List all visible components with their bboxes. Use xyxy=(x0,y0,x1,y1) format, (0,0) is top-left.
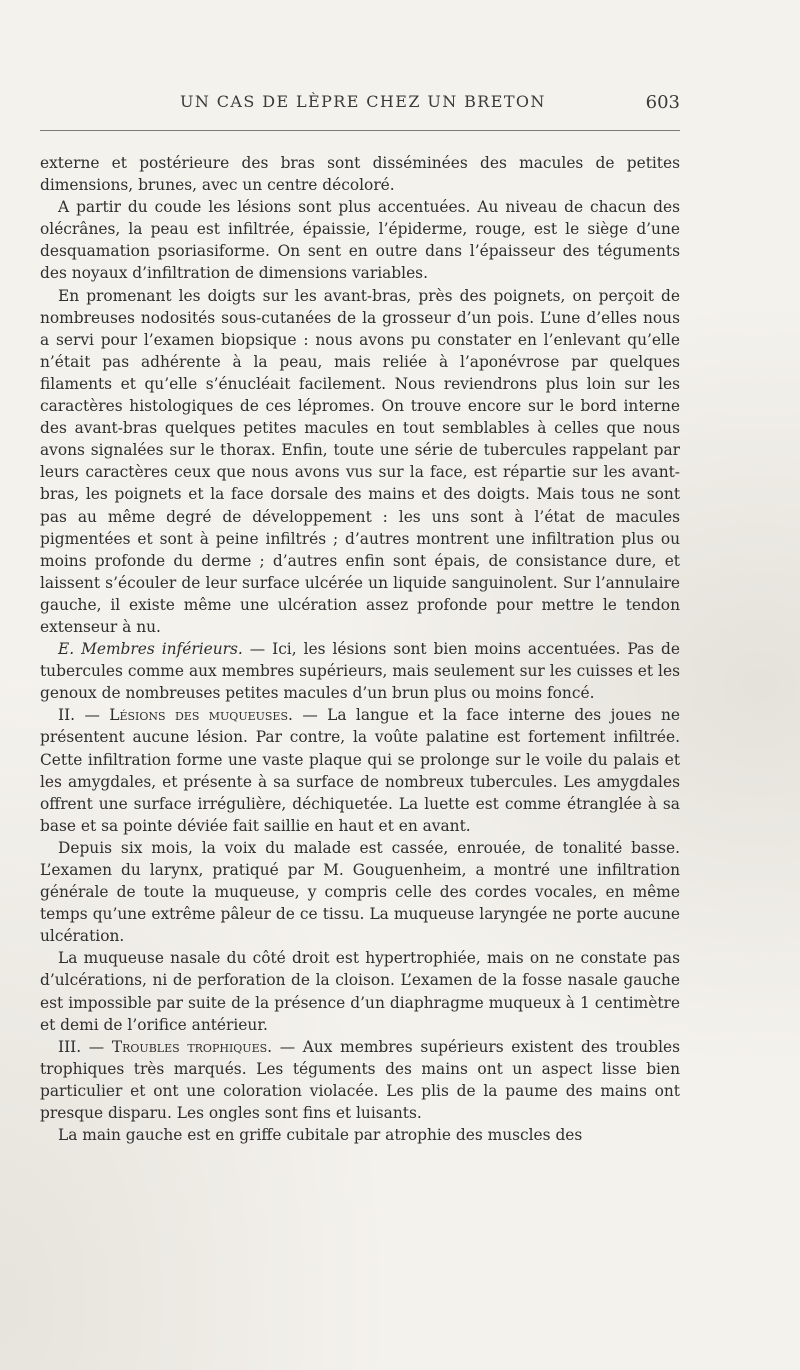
section-label: E. Membres inférieurs. xyxy=(58,640,243,659)
section-heading: Troubles trophiques. xyxy=(111,1037,273,1056)
page-number: 603 xyxy=(645,92,680,113)
section-number: III. — xyxy=(58,1037,112,1056)
paragraph: La muqueuse nasale du côté droit est hypertrophiée, mais on ne constate pas d’ulcérations, ni de perforation de la cloison. L’examen de la fosse nasale gauche est impossible par suite de la présence d’un diaphragme muqueux à 1 centimètre et demi de l’orifice antérieur. xyxy=(40,949,680,1034)
body-text xyxy=(40,152,680,1146)
paragraph: A partir du coude les lésions sont plus accentuées. Au niveau de chacun des olécrânes, la peau est infiltrée, épaissie, l’épiderme, rouge, est le siège d’une desquamation psoriasiforme. On sent en outre dans l’épaisseur des téguments des noyaux d’infiltration de dimensions variables. xyxy=(40,198,680,283)
paragraph xyxy=(40,704,680,837)
paragraph: En promenant les doigts sur les avant-bras, près des poignets, on perçoit de nombreuses nodosités sous-cutanées de la grosseur d’un pois. L’une d’elles nous a servi pour l’examen biopsique : nous avons pu constater en l’enlevant qu’elle n’était pas adhérente à la peau, mais reliée à l’aponévrose par quelques filaments et qu’elle s’énucléait facilement. Nous reviendrons plus loin sur les caractères histologiques de ces lépromes. On trouve encore sur le bord interne des avant-bras quelques petites macules en tout semblables à celles que nous avons signalées sur le thorax. Enfin, toute une série de tubercules rappelant par leurs caractères ceux que nous avons vus sur la face, est répartie sur les avant-bras, les poignets et la face dorsale des mains et des doigts. Mais tous ne sont pas au même degré de développement : les uns sont à l’état de macules pigmentées et sont à peine infiltrés ; d’autres montrent une infiltration plus ou moins profonde du derme ; d’autres enfin sont épais, de consistance dure, et laissent s’écouler de leur surface ulcérée un liquide sanguinolent. Sur l’annulaire gauche, il existe même une ulcération assez profonde pour mettre le tendon extenseur à nu. xyxy=(40,286,680,636)
paragraph-text: — La langue et la face interne des joues ne présentent aucune lésion. Par contre, la voûte palatine est fortement infiltrée. Cette infiltration forme une vaste plaque qui se prolonge sur le voile du palais et les amygdales, et présente à sa surface de nombreux tubercules. Les amygdales offrent une surface irrégulière, déchiquetée. La luette est comme étranglée à sa base et sa pointe déviée fait saillie en haut et en avant. xyxy=(40,706,680,835)
paragraph-text: — Ici, les lésions sont bien moins accentuées. Pas de tubercules comme aux membres supérieurs, mais seulement sur les cuisses et les genoux de nombreuses petites macules d’un brun plus ou moins foncé. xyxy=(40,640,680,703)
paragraph: externe et postérieure des bras sont disséminées des macules de petites dimensions, brunes, avec un centre décoloré. xyxy=(40,154,680,195)
paragraph: Depuis six mois, la voix du malade est cassée, enrouée, de tonalité basse. L’examen du larynx, pratiqué par M. Gouguenheim, a montré une infiltration générale de toute la muqueuse, y compris celle des cordes vocales, en même temps qu’une extrême pâleur de ce tissu. La muqueuse laryngée ne porte aucune ulcération. xyxy=(40,838,680,946)
section-number: II. — xyxy=(58,706,110,725)
paragraph xyxy=(40,638,680,704)
running-title: UN CAS DE LÈPRE CHEZ UN BRETON xyxy=(180,92,546,111)
paragraph xyxy=(40,1036,680,1124)
paragraph-text: — Aux membres supérieurs existent des troubles trophiques très marqués. Les téguments des mains ont un aspect lisse bien particulier et ont une coloration violacée. Les plis de la paume des mains ont presque disparu. Les ongles sont fins et luisants. xyxy=(40,1037,680,1123)
running-head xyxy=(40,92,680,118)
section-heading: Lésions des muqueuses. xyxy=(109,706,293,725)
paragraph: La main gauche est en griffe cubitale par atrophie des muscles des xyxy=(58,1126,583,1145)
header-rule xyxy=(40,130,680,131)
